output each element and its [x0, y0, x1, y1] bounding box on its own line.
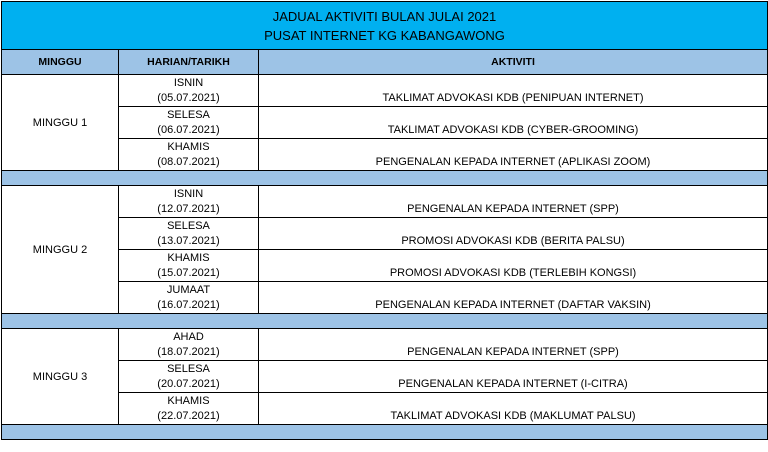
day-date-cell	[119, 107, 259, 139]
activity-cell: PENGENALAN KEPADA INTERNET (I-CITRA)	[259, 361, 768, 393]
day-name: SELESA	[167, 108, 210, 121]
header-week: MINGGU	[2, 50, 119, 75]
week-separator	[2, 171, 768, 186]
week-label: MINGGU 2	[2, 186, 119, 314]
day-date-cell	[119, 75, 259, 107]
activity-cell: PENGENALAN KEPADA INTERNET (SPP)	[259, 186, 768, 218]
schedule-table	[1, 1, 768, 440]
activity-cell: PENGENALAN KEPADA INTERNET (APLIKASI ZOOM)	[259, 139, 768, 171]
day-name: KHAMIS	[167, 394, 210, 407]
date-text: (15.07.2021)	[157, 266, 220, 279]
schedule-body	[2, 75, 768, 440]
day-name: JUMAAT	[166, 283, 211, 296]
table-row	[2, 329, 768, 361]
date-text: (08.07.2021)	[157, 155, 220, 168]
week-separator	[2, 314, 768, 329]
week-label: MINGGU 1	[2, 75, 119, 171]
title-row	[2, 2, 768, 50]
header-date: HARIAN/TARIKH	[119, 50, 259, 75]
day-date-cell	[119, 250, 259, 282]
week-separator	[2, 425, 768, 440]
title-line-1: JADUAL AKTIVITI BULAN JULAI 2021	[272, 8, 497, 24]
day-name: KHAMIS	[167, 140, 210, 153]
day-name: ISNIN	[173, 187, 204, 200]
activity-cell: TAKLIMAT ADVOKASI KDB (CYBER-GROOMING)	[259, 107, 768, 139]
activity-cell: PROMOSI ADVOKASI KDB (TERLEBIH KONGSI)	[259, 250, 768, 282]
date-text: (13.07.2021)	[157, 234, 220, 247]
activity-cell: PENGENALAN KEPADA INTERNET (SPP)	[259, 329, 768, 361]
day-name: SELESA	[167, 219, 210, 232]
day-date-cell	[119, 329, 259, 361]
day-name: SELESA	[167, 362, 210, 375]
date-text: (22.07.2021)	[157, 409, 220, 422]
table-row	[2, 75, 768, 107]
date-text: (06.07.2021)	[157, 123, 220, 136]
date-text: (16.07.2021)	[157, 298, 220, 311]
date-text: (05.07.2021)	[157, 91, 220, 104]
week-separator-row	[2, 171, 768, 186]
date-text: (18.07.2021)	[157, 345, 220, 358]
activity-cell: PENGENALAN KEPADA INTERNET (DAFTAR VAKSIN)	[259, 282, 768, 314]
day-date-cell	[119, 282, 259, 314]
week-separator-row	[2, 425, 768, 440]
activity-cell: PROMOSI ADVOKASI KDB (BERITA PALSU)	[259, 218, 768, 250]
day-date-cell	[119, 186, 259, 218]
day-name: KHAMIS	[167, 251, 210, 264]
table-row	[2, 186, 768, 218]
day-date-cell	[119, 218, 259, 250]
day-date-cell	[119, 393, 259, 425]
activity-cell: TAKLIMAT ADVOKASI KDB (MAKLUMAT PALSU)	[259, 393, 768, 425]
activity-cell: TAKLIMAT ADVOKASI KDB (PENIPUAN INTERNET)	[259, 75, 768, 107]
day-name: ISNIN	[173, 76, 204, 89]
date-text: (20.07.2021)	[157, 377, 220, 390]
header-row	[2, 50, 768, 75]
day-date-cell	[119, 361, 259, 393]
date-text: (12.07.2021)	[157, 202, 220, 215]
title-line-2: PUSAT INTERNET KG KABANGAWONG	[264, 27, 505, 43]
header-activity: AKTIVITI	[259, 50, 768, 75]
week-separator-row	[2, 314, 768, 329]
week-label: MINGGU 3	[2, 329, 119, 425]
day-date-cell	[119, 139, 259, 171]
day-name: AHAD	[173, 330, 204, 343]
table-title	[2, 2, 768, 50]
